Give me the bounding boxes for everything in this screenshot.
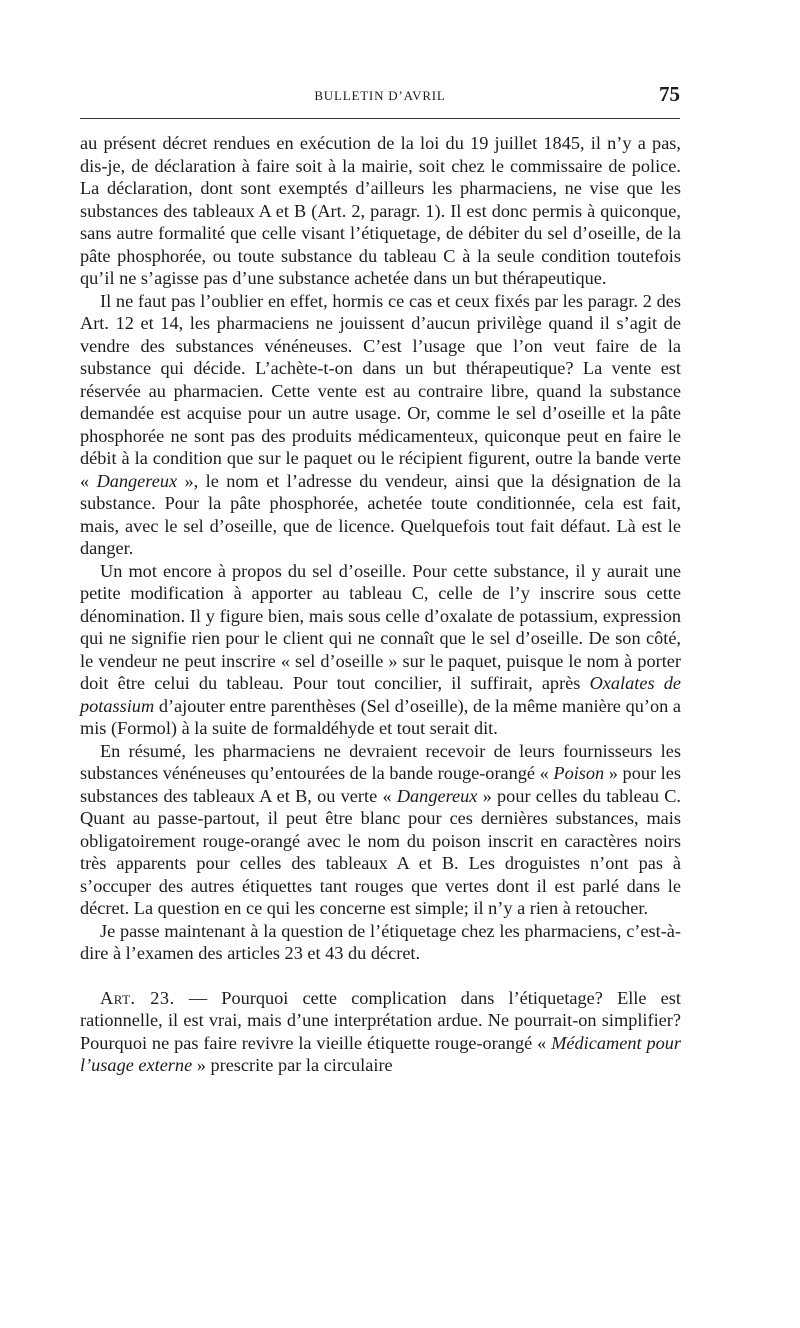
paragraph-text: » prescrite par la circulaire	[192, 1055, 393, 1075]
italic-term: Poison	[553, 763, 605, 783]
paragraph-continuation	[80, 132, 681, 290]
italic-term: Médicament pour l’usage externe	[80, 1032, 681, 1075]
running-title: BULLETIN D’AVRIL	[314, 88, 446, 103]
article-paragraph	[80, 987, 681, 1077]
paragraph-text: » pour celles du tableau C. Quant au passe-partout, il peut être blanc pour ces dernières substances, mais obligatoirement rouge-orangé avec le nom du poison inscrit en caractères noirs très apparents pour celles des tableaux A et B. Les droguistes n’ont pas à s’occuper des autres étiquettes tant rouges que vertes dont il est parlé dans le décret. La question en ce qui les concerne est simple; il n’y a rien à retoucher.	[80, 785, 681, 918]
body-text	[80, 132, 681, 1077]
italic-term: Dangereux	[96, 470, 178, 491]
paragraph-text: » pour les substances des tableaux A et B, ou verte «	[80, 763, 681, 806]
page-number: 75	[659, 82, 680, 106]
paragraph-text: Je passe maintenant à la question de l’étiquetage chez les pharmaciens, c’est-à-dire à l’examen des articles 23 et 43 du décret.	[80, 920, 681, 963]
paragraph-text: Il ne faut pas l’oublier en effet, hormis ce cas et ceux fixés par les paragr. 2 des Art. 12 et 14, les pharmaciens ne jouissent d’aucun privilège quand il s’agit de vendre des substances vénéneuses. C’est l’usage que l’on veut faire de la substance qui décide. L’achète-t-on dans un but thérapeutique? La vente est réservée au pharmacien. Cette vente est au contraire libre, quand la substance demandée est acquise pour un autre usage. Or, comme le sel d’oseille et la pâte phosphorée ne sont pas des produits médicamenteux, quiconque peut en faire le débit à la condition que sur le paquet ou le récipient figurent, outre la bande verte «	[80, 290, 681, 491]
paragraph	[80, 920, 681, 965]
paragraph-text: En résumé, les pharmaciens ne devraient recevoir de leurs fournisseurs les substances vénéneuses qu’entourées de la bande rouge-orangé «	[80, 740, 681, 783]
paragraph-text: au présent décret rendues en exécution de la loi du 19 juillet 1845, il n’y a pas, dis-je, de déclaration à faire soit à la mairie, soit chez le commissaire de police. La déclaration, dont sont exemptés d’ailleurs les pharmaciens, ne vise que les substances des tableaux A et B (Art. 2, paragr. 1). Il est donc permis à quiconque, sans autre formalité que celle visant l’étiquetage, de débiter du sel d’oseille, de la pâte phosphorée, ou toute substance du tableau C à la seule condition toutefois qu’il ne s’agisse pas d’une substance achetée dans un but thérapeutique.	[80, 133, 681, 288]
paragraph-text: d’ajouter entre parenthèses (Sel d’oseille), de la même manière qu’on a mis (Formol) à la suite de formaldéhyde et tout serait dit.	[80, 695, 681, 738]
paragraph	[80, 740, 681, 920]
paragraph	[80, 560, 681, 740]
paragraph	[80, 290, 681, 560]
italic-term: Oxalates de potassium	[80, 673, 681, 716]
header-rule	[80, 118, 680, 119]
paragraph-text: — Pourquoi cette complication dans l’étiquetage? Elle est rationnelle, il est vrai, mais d’une interprétation ardue. Ne pourrait-on simplifier? Pourquoi ne pas faire revivre la vieille étiquette rouge-orangé «	[80, 987, 681, 1053]
page-header	[80, 82, 680, 110]
paragraph-text: », le nom et l’adresse du vendeur, ainsi que la désignation de la substance. Pour la pâte phosphorée, achetée toute conditionnée, cela est fait, mais, avec le sel d’oseille, que de licence. Quelquefois tout fait défaut. Là est le danger.	[80, 470, 681, 558]
italic-term: Dangereux	[396, 785, 478, 806]
article-label: Art. 23.	[100, 987, 175, 1008]
paragraph-text: Un mot encore à propos du sel d’oseille. Pour cette substance, il y aurait une petite modification à apporter au tableau C, celle de l’y inscrire sous cette dénomination. Il y figure bien, mais sous celle d’oxalate de potassium, expression qui ne signifie rien pour le client qui ne connaît que le sel d’oseille. De son côté, le vendeur ne peut inscrire « sel d’oseille » sur le paquet, puisque le nom à porter doit être celui du tableau. Pour tout concilier, il suffirait, après	[80, 560, 681, 693]
